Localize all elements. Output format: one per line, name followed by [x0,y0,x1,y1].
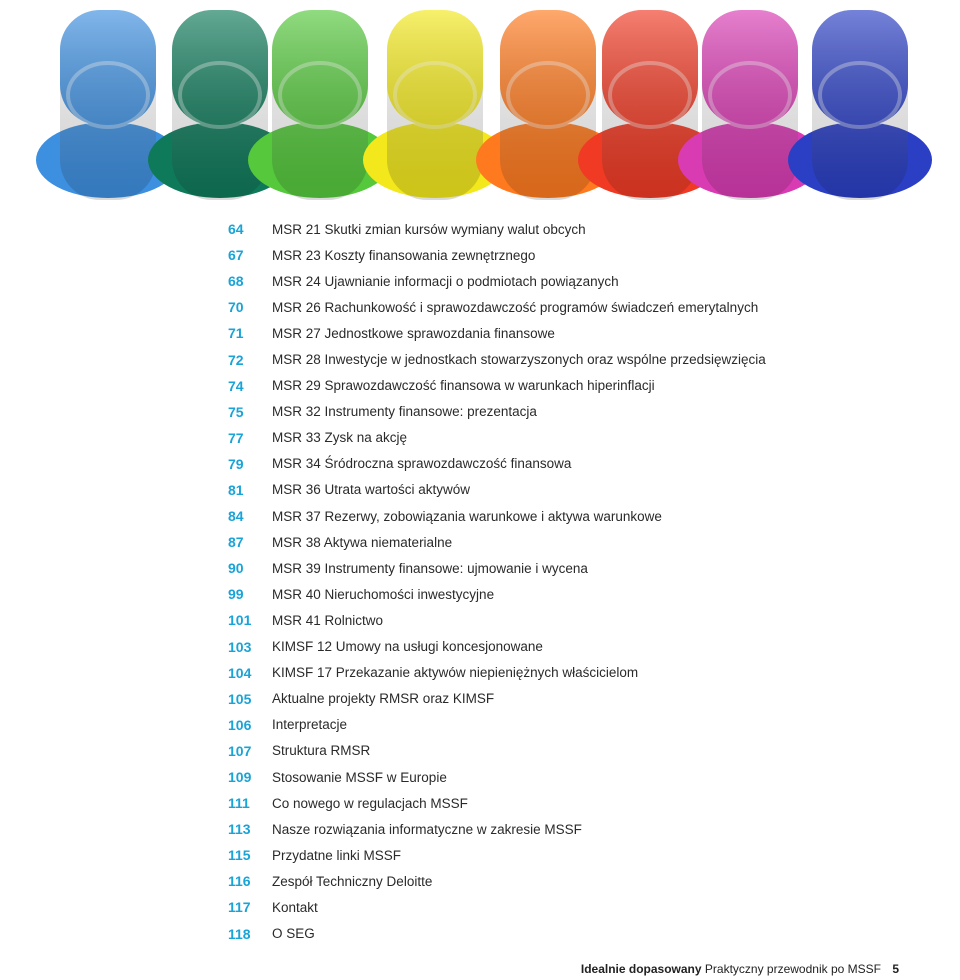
toc-title: MSR 26 Rachunkowość i sprawozdawczość programów świadczeń emerytalnych [272,299,759,315]
footer-publication-title: Idealnie dopasowany [580,962,702,976]
toc-entry[interactable] [228,790,928,816]
toc-title: Co nowego w regulacjach MSSF [272,795,468,811]
toc-entry[interactable] [228,660,928,686]
footer-subtitle: Praktyczny przewodnik po MSSF [704,962,881,976]
toc-title: MSR 33 Zysk na akcję [272,430,408,446]
toc-page-number: 118 [228,925,251,942]
toc-entry[interactable] [228,686,928,712]
toc-title: MSR 28 Inwestycje w jednostkach stowarzyszonych oraz wspólne przedsięwzięcia [272,352,766,368]
toc-title: Zespół Techniczny Deloitte [272,873,433,889]
toc-entry[interactable] [228,477,928,503]
toc-title: MSR 41 Rolnictwo [272,612,384,628]
toc-title: Stosowanie MSSF w Europie [272,769,447,785]
toc-title: KIMSF 12 Umowy na usługi koncesjonowane [272,639,543,655]
toc-entry[interactable] [228,738,928,764]
toc-title: MSR 32 Instrumenty finansowe: prezentacja [272,404,537,420]
toc-title: Interpretacje [272,717,348,733]
toc-page-number: 75 [228,403,244,420]
paint-jar-dark-blue [788,10,932,200]
toc-page-number: 115 [228,847,251,864]
toc-title: MSR 23 Koszty finansowania zewnętrznego [272,247,536,263]
toc-title: Struktura RMSR [272,743,371,759]
toc-title: O SEG [272,926,315,942]
toc-entry[interactable] [228,816,928,842]
toc-entry[interactable] [228,712,928,738]
toc-page-number: 111 [228,795,250,812]
toc-page-number: 68 [228,273,244,290]
toc-page-number: 64 [228,221,244,238]
toc-entry[interactable] [228,346,928,372]
toc-entry[interactable] [228,268,928,294]
toc-page-number: 103 [228,638,252,655]
toc-entry[interactable] [228,451,928,477]
toc-entry[interactable] [228,216,928,242]
toc-page-number: 109 [228,769,252,786]
toc-entry[interactable] [228,242,928,268]
toc-entry[interactable] [228,842,928,868]
toc-entry[interactable] [228,320,928,346]
toc-entry[interactable] [228,634,928,660]
toc-entry[interactable] [228,607,928,633]
toc-title: Aktualne projekty RMSR oraz KIMSF [272,691,495,707]
toc-entry[interactable] [228,894,928,920]
footer-page-number: 5 [892,962,899,976]
toc-title: MSR 39 Instrumenty finansowe: ujmowanie i wycena [272,560,588,576]
toc-page-number: 101 [228,612,252,629]
toc-page-number: 84 [228,508,244,525]
toc-page-number: 104 [228,664,252,681]
toc-page-number: 113 [228,821,251,838]
toc-page-number: 67 [228,247,244,264]
toc-title: MSR 37 Rezerwy, zobowiązania warunkowe i aktywa warunkowe [272,508,662,524]
toc-title: MSR 27 Jednostkowe sprawozdania finansowe [272,325,555,341]
toc-entry[interactable] [228,529,928,555]
page-footer [581,962,899,976]
toc-entry[interactable] [228,868,928,894]
toc-entry[interactable] [228,555,928,581]
toc-page-number: 72 [228,351,244,368]
toc-title: MSR 21 Skutki zmian kursów wymiany walut obcych [272,221,586,237]
toc-page-number: 71 [228,325,244,342]
toc-title: MSR 40 Nieruchomości inwestycyjne [272,586,495,602]
toc-page-number: 77 [228,429,244,446]
toc-page-number: 79 [228,455,244,472]
toc-page-number: 116 [228,873,251,890]
toc-title: MSR 36 Utrata wartości aktywów [272,482,471,498]
toc-entry[interactable] [228,373,928,399]
toc-title: Kontakt [272,899,318,915]
toc-page-number: 74 [228,377,244,394]
toc-title: MSR 24 Ujawnianie informacji o podmiotach powiązanych [272,273,619,289]
toc-page-number: 81 [228,481,244,498]
paint-jars-illustration [0,0,960,215]
toc-entry[interactable] [228,399,928,425]
toc-title: MSR 34 Śródroczna sprawozdawczość finansowa [272,456,572,472]
toc-entry[interactable] [228,294,928,320]
toc-entry[interactable] [228,425,928,451]
toc-page-number: 107 [228,742,252,759]
toc-page-number: 117 [228,899,251,916]
toc-page-number: 70 [228,299,244,316]
toc-page-number: 87 [228,534,244,551]
toc-entry[interactable] [228,921,928,947]
toc-page-number: 105 [228,690,252,707]
toc-page-number: 99 [228,586,244,603]
toc-entry[interactable] [228,764,928,790]
toc-title: MSR 38 Aktywa niematerialne [272,534,453,550]
toc-title: Przydatne linki MSSF [272,847,402,863]
toc-title: KIMSF 17 Przekazanie aktywów niepieniężnych właścicielom [272,665,639,681]
toc-entry[interactable] [228,581,928,607]
toc-title: MSR 29 Sprawozdawczość finansowa w warunkach hiperinflacji [272,378,655,394]
toc-page-number: 90 [228,560,244,577]
toc-title: Nasze rozwiązania informatyczne w zakresie MSSF [272,821,582,837]
table-of-contents [228,216,928,947]
toc-page-number: 106 [228,716,252,733]
toc-entry[interactable] [228,503,928,529]
